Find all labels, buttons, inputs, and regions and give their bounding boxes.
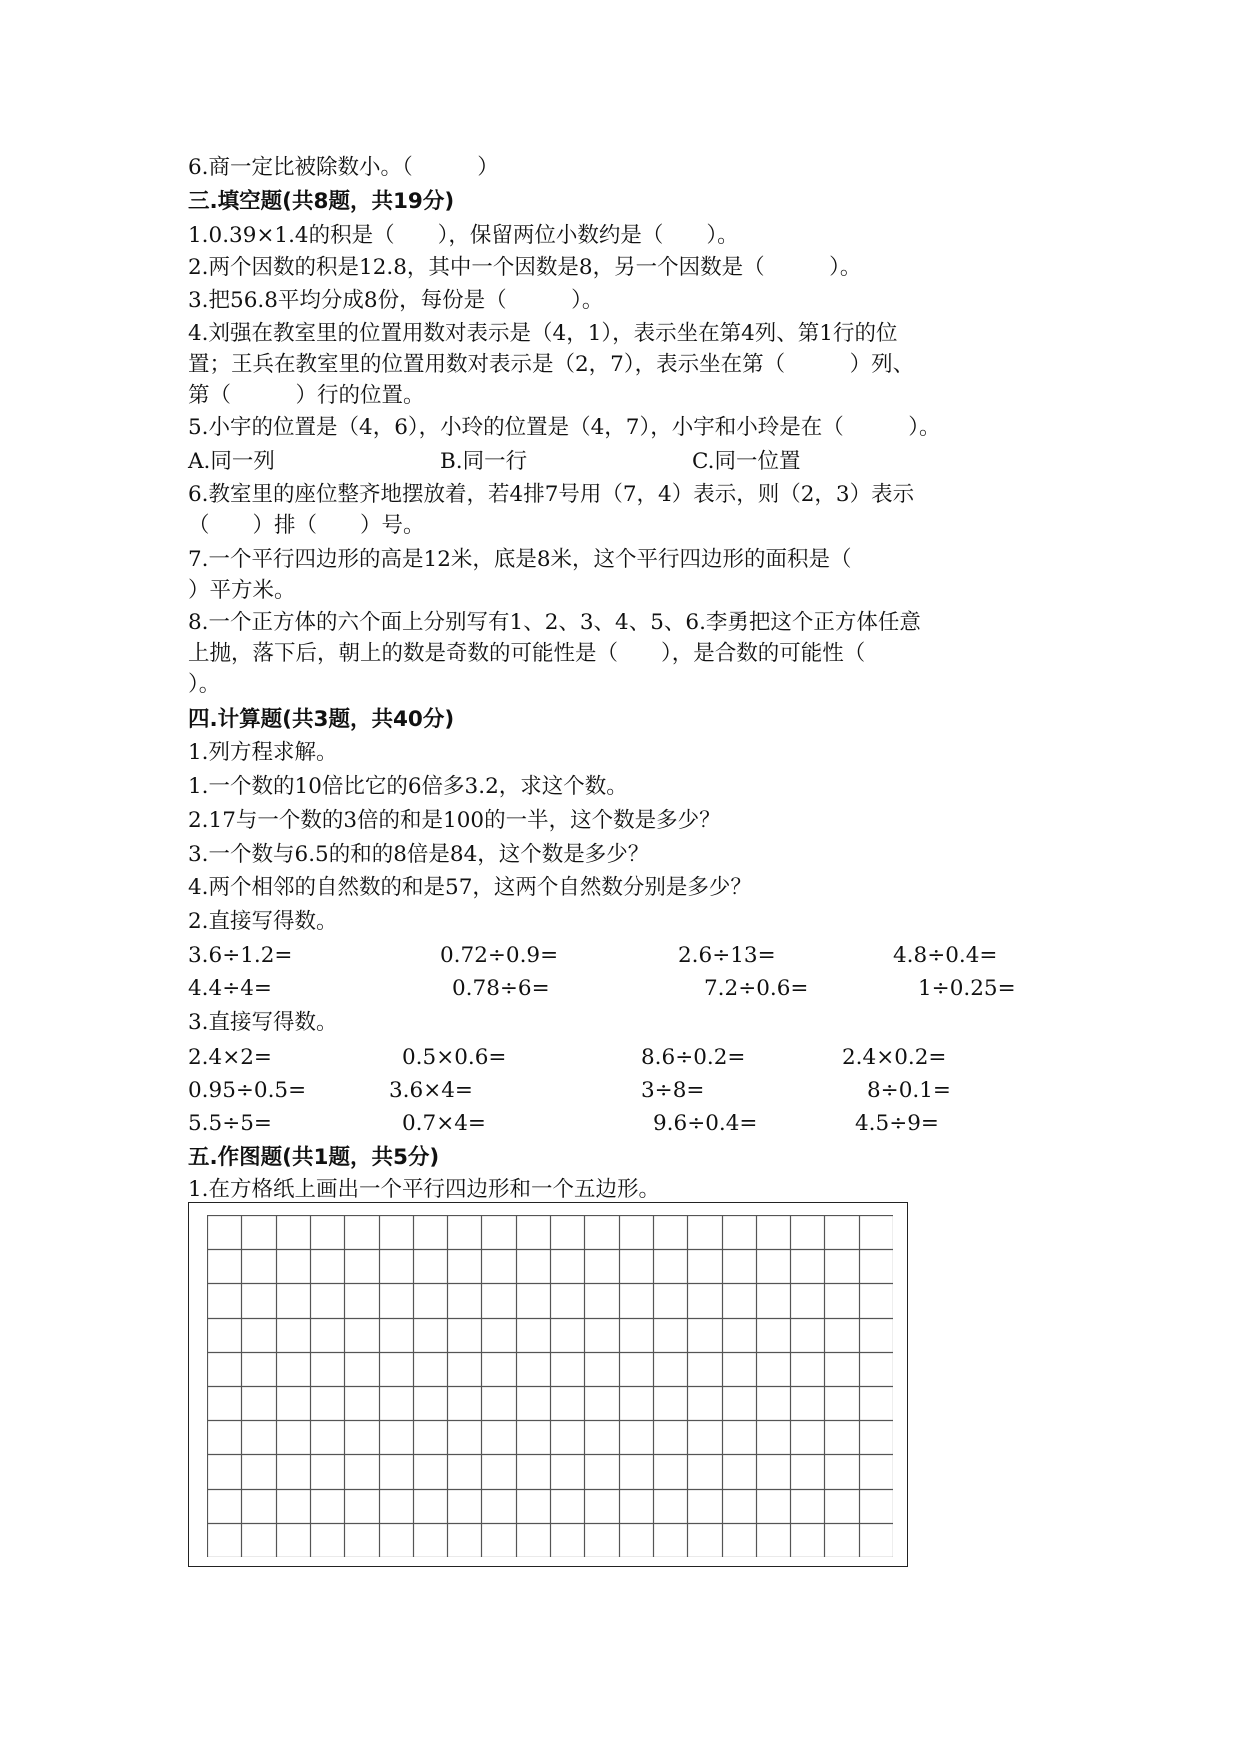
question-line: 第（ ）行的位置。 xyxy=(188,383,425,408)
section-title-fill-blank: 三.填空题(共8题，共19分) xyxy=(188,189,455,214)
question-line: 1.0.39×1.4的积是（ ），保留两位小数约是（ ）。 xyxy=(188,223,739,248)
question-line: 6.商一定比被除数小。（ ） xyxy=(188,155,499,180)
section-title-calculation: 四.计算题(共3题，共40分) xyxy=(188,707,455,732)
question-line: （ ）排（ ）号。 xyxy=(188,513,425,538)
option-c: C.同一位置 xyxy=(692,449,801,474)
calc-item: 4.5÷9= xyxy=(855,1111,939,1136)
question-line: 置；王兵在教室里的位置用数对表示是（2，7），表示坐在第（ ）列、 xyxy=(188,352,915,377)
question-line: 2.直接写得数。 xyxy=(188,909,338,934)
calc-item: 2.6÷13= xyxy=(678,943,776,968)
square-grid-paper[interactable] xyxy=(188,1202,908,1567)
calc-item: 3.6×4= xyxy=(389,1078,473,1103)
question-line: 2.两个因数的积是12.8，其中一个因数是8，另一个因数是（ ）。 xyxy=(188,255,862,280)
calc-item: 3÷8= xyxy=(641,1078,705,1103)
calc-item: 8÷0.1= xyxy=(867,1078,951,1103)
calc-item: 0.78÷6= xyxy=(452,976,550,1001)
calc-item: 0.95÷0.5= xyxy=(188,1078,307,1103)
question-line: ）。 xyxy=(188,672,221,697)
question-line: 3.一个数与6.5的和的8倍是84，这个数是多少？ xyxy=(188,842,650,867)
option-b: B.同一行 xyxy=(440,449,528,474)
question-line: 1.一个数的10倍比它的6倍多3.2，求这个数。 xyxy=(188,774,628,799)
calc-item: 1÷0.25= xyxy=(918,976,1016,1001)
question-line: 5.小宇的位置是（4，6），小玲的位置是（4，7），小宇和小玲是在（ ）。 xyxy=(188,415,941,440)
calc-item: 2.4×0.2= xyxy=(842,1045,947,1070)
calc-item: 4.4÷4= xyxy=(188,976,272,1001)
calc-item: 3.6÷1.2= xyxy=(188,943,293,968)
calc-item: 7.2÷0.6= xyxy=(704,976,809,1001)
question-line: 2.17与一个数的3倍的和是100的一半，这个数是多少？ xyxy=(188,808,721,833)
grid-lines xyxy=(207,1215,893,1557)
calc-item: 2.4×2= xyxy=(188,1045,272,1070)
section-title-drawing: 五.作图题(共1题，共5分) xyxy=(188,1145,440,1170)
question-line: 6.教室里的座位整齐地摆放着，若4排7号用（7，4）表示，则（2，3）表示 xyxy=(188,482,915,507)
calc-item: 0.7×4= xyxy=(402,1111,486,1136)
question-line: 8.一个正方体的六个面上分别写有1、2、3、4、5、6.李勇把这个正方体任意 xyxy=(188,610,921,635)
calc-item: 4.8÷0.4= xyxy=(893,943,998,968)
calc-item: 0.5×0.6= xyxy=(402,1045,507,1070)
calc-item: 5.5÷5= xyxy=(188,1111,272,1136)
question-line: 上抛，落下后，朝上的数是奇数的可能性是（ ），是合数的可能性（ xyxy=(188,641,866,666)
question-line: 1.在方格纸上画出一个平行四边形和一个五边形。 xyxy=(188,1177,661,1202)
question-line: 3.直接写得数。 xyxy=(188,1010,338,1035)
option-a: A.同一列 xyxy=(188,449,275,474)
calc-item: 0.72÷0.9= xyxy=(440,943,559,968)
question-line: 1.列方程求解。 xyxy=(188,740,338,765)
question-line: 4.刘强在教室里的位置用数对表示是（4，1），表示坐在第4列、第1行的位 xyxy=(188,321,898,346)
calc-item: 9.6÷0.4= xyxy=(653,1111,758,1136)
question-line: 3.把56.8平均分成8份，每份是（ ）。 xyxy=(188,288,604,313)
question-line: 7.一个平行四边形的高是12米，底是8米，这个平行四边形的面积是（ xyxy=(188,547,852,572)
question-line: 4.两个相邻的自然数的和是57，这两个自然数分别是多少？ xyxy=(188,875,752,900)
question-line: ）平方米。 xyxy=(188,578,296,603)
calc-item: 8.6÷0.2= xyxy=(641,1045,746,1070)
